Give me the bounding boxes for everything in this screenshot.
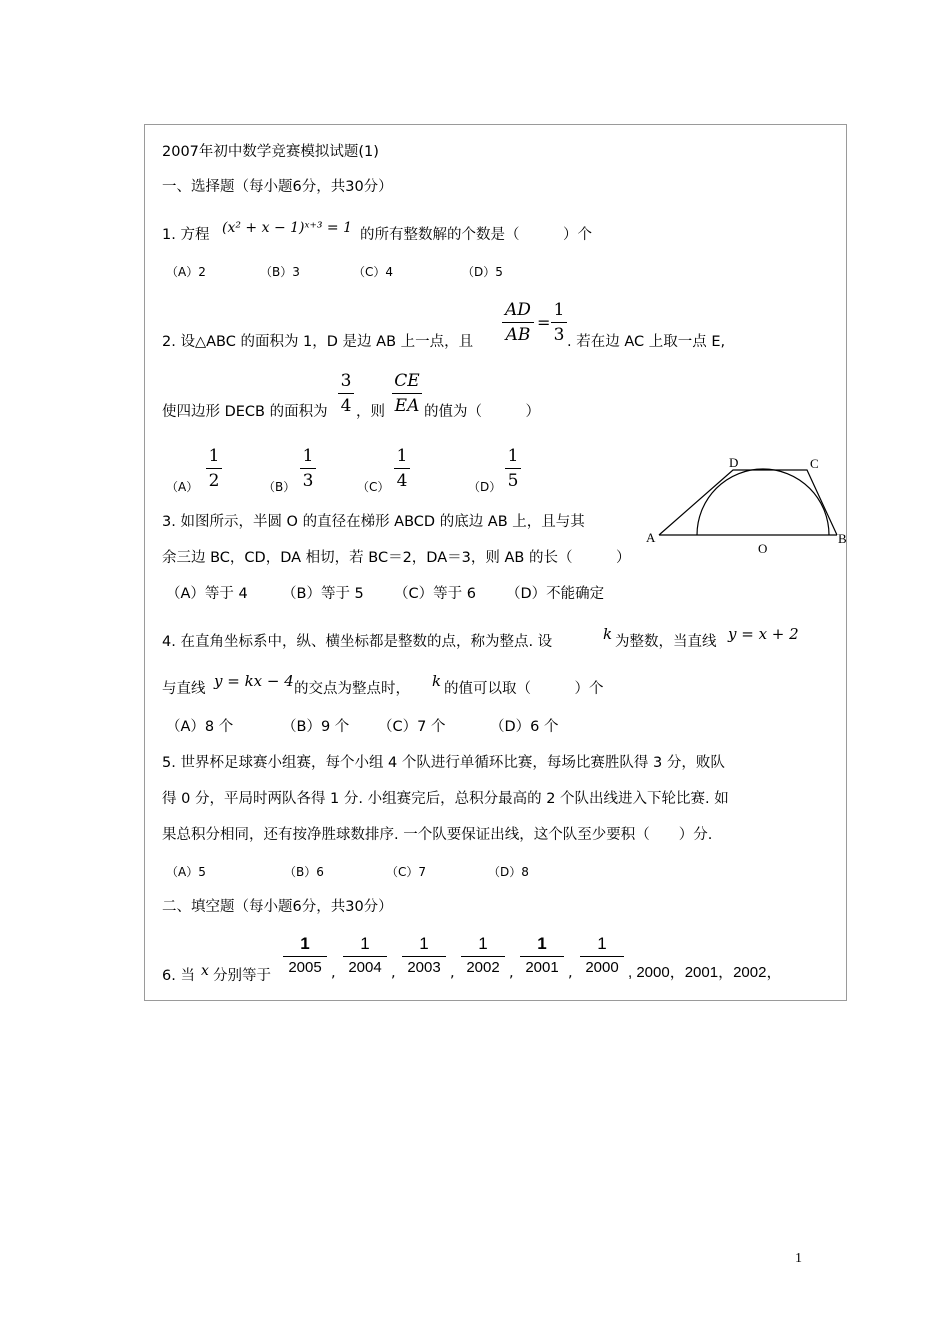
trapezoid-sides: [659, 470, 837, 535]
q5-option-a: （A）5: [166, 865, 206, 879]
q5-line3: 果总积分相同，还有按净胜球数排序. 一个队要保证出线，这个队至少要积（ ）分.: [162, 827, 713, 843]
q6-prefix: 6. 当: [162, 968, 195, 984]
q6-fraction-2003: 1 2003: [398, 934, 450, 977]
q1-option-b: （B）3: [260, 265, 300, 279]
q6-fraction-2004: 1 2004: [339, 934, 391, 977]
q6-comma-5: ,: [568, 965, 573, 981]
section-heading-fill: 二、填空题（每小题6分，共30分）: [162, 899, 393, 915]
q1-suffix: 的所有整数解的个数是（ ）个: [360, 227, 592, 243]
q6-x-var: x: [201, 963, 209, 979]
q2-equals: =: [537, 313, 551, 332]
q1-option-c: （C）4: [353, 265, 394, 279]
q2-line1-prefix: 2. 设△ABC 的面积为 1，D 是边 AB 上一点，且: [162, 334, 474, 350]
q5-line2: 得 0 分，平局时两队各得 1 分. 小组赛完后，总积分最高的 2 个队出线进入下轮比赛. 如: [162, 791, 729, 807]
q4-k-var: k: [603, 625, 613, 643]
q4-option-d: （D）6 个: [490, 719, 559, 735]
q1-prefix: 1. 方程: [162, 227, 210, 243]
trapezoid-semicircle-figure: [640, 450, 850, 560]
q3-line2: 余三边 BC，CD，DA 相切，若 BC＝2，DA＝3，则 AB 的长（ ）: [162, 550, 631, 566]
q4-k-var-2: k: [432, 672, 442, 690]
label-b: B: [838, 531, 847, 546]
q6-fraction-2001: 1 2001: [516, 934, 568, 977]
q5-line1: 5. 世界杯足球赛小组赛，每个小组 4 个队进行单循环比赛，每场比赛胜队得 3 分，败队: [162, 755, 725, 771]
q1-option-d: （D）5: [462, 265, 503, 279]
semicircle-o: [697, 469, 829, 535]
page-number: 1: [795, 1251, 802, 1266]
q2-ce-ea-fraction: CE EA: [392, 371, 422, 416]
q2-option-b-label: （B）: [263, 480, 296, 494]
q2-ratio-ad-ab: AD AB: [502, 300, 534, 345]
q4-line1-mid: 为整数，当直线: [615, 634, 717, 650]
q2-option-c-fraction: 1 4: [394, 446, 410, 491]
q3-option-d: （D）不能确定: [506, 586, 605, 602]
q2-option-a-fraction: 1 2: [206, 446, 222, 491]
q6-comma-4: ,: [509, 965, 514, 981]
q3-line1: 3. 如图所示，半圆 O 的直径在梯形 ABCD 的底边 AB 上，且与其: [162, 514, 585, 530]
q4-line2-suffix: 的值可以取（ ）个: [444, 681, 604, 697]
label-c: C: [810, 456, 819, 471]
q4-option-c: （C）7 个: [378, 719, 446, 735]
q6-fraction-2002: 1 2002: [457, 934, 509, 977]
q6-fraction-2005: 1 2005: [279, 934, 331, 977]
q5-option-d: （D）8: [488, 865, 529, 879]
q2-option-a-label: （A）: [166, 480, 199, 494]
q6-comma-2: ,: [391, 965, 396, 981]
label-o: O: [758, 541, 768, 556]
q3-option-b: （B）等于 5: [282, 586, 364, 602]
section-heading-choice: 一、选择题（每小题6分，共30分）: [162, 179, 393, 195]
q6-comma-3: ,: [450, 965, 455, 981]
q6-comma-1: ,: [331, 965, 336, 981]
q4-line2-prefix: 与直线: [162, 681, 206, 697]
q6-mid: 分别等于: [213, 968, 271, 984]
q1-equation: (x² + x − 1)ˣ⁺³ = 1: [222, 220, 353, 236]
q4-line1-equation: y = x + 2: [728, 625, 799, 643]
q4-option-a: （A）8 个: [166, 719, 234, 735]
q2-option-b-fraction: 1 3: [300, 446, 316, 491]
q3-option-c: （C）等于 6: [394, 586, 476, 602]
q2-line2-prefix: 使四边形 DECB 的面积为: [162, 404, 328, 420]
page-title: 2007年初中数学竞赛模拟试题(1): [162, 144, 379, 160]
q2-ratio-value: 1 3: [551, 300, 567, 345]
q4-line1-prefix: 4. 在直角坐标系中，纵、横坐标都是整数的点，称为整点. 设: [162, 634, 553, 650]
q2-line2-suffix: 的值为（ ）: [424, 404, 540, 420]
q2-option-c-label: （C）: [357, 480, 390, 494]
label-a: A: [646, 530, 656, 545]
q4-line2-equation: y = kx − 4: [214, 672, 294, 690]
label-d: D: [729, 455, 739, 470]
q5-option-c: （C）7: [386, 865, 427, 879]
q6-fraction-2000: 1 2000: [576, 934, 628, 977]
q1-option-a: （A）2: [166, 265, 206, 279]
q4-option-b: （B）9 个: [282, 719, 350, 735]
q2-line2-mid: ，则: [356, 404, 385, 420]
q4-line2-mid: 的交点为整点时，: [294, 681, 410, 697]
q6-tail: , 2000，2001，2002，: [628, 964, 782, 981]
q3-option-a: （A）等于 4: [166, 586, 248, 602]
q5-option-b: （B）6: [284, 865, 324, 879]
q2-area-fraction: 3 4: [338, 371, 354, 416]
q2-option-d-fraction: 1 5: [505, 446, 521, 491]
q2-option-d-label: （D）: [468, 480, 502, 494]
q2-line1-suffix: . 若在边 AC 上取一点 E,: [567, 334, 726, 350]
